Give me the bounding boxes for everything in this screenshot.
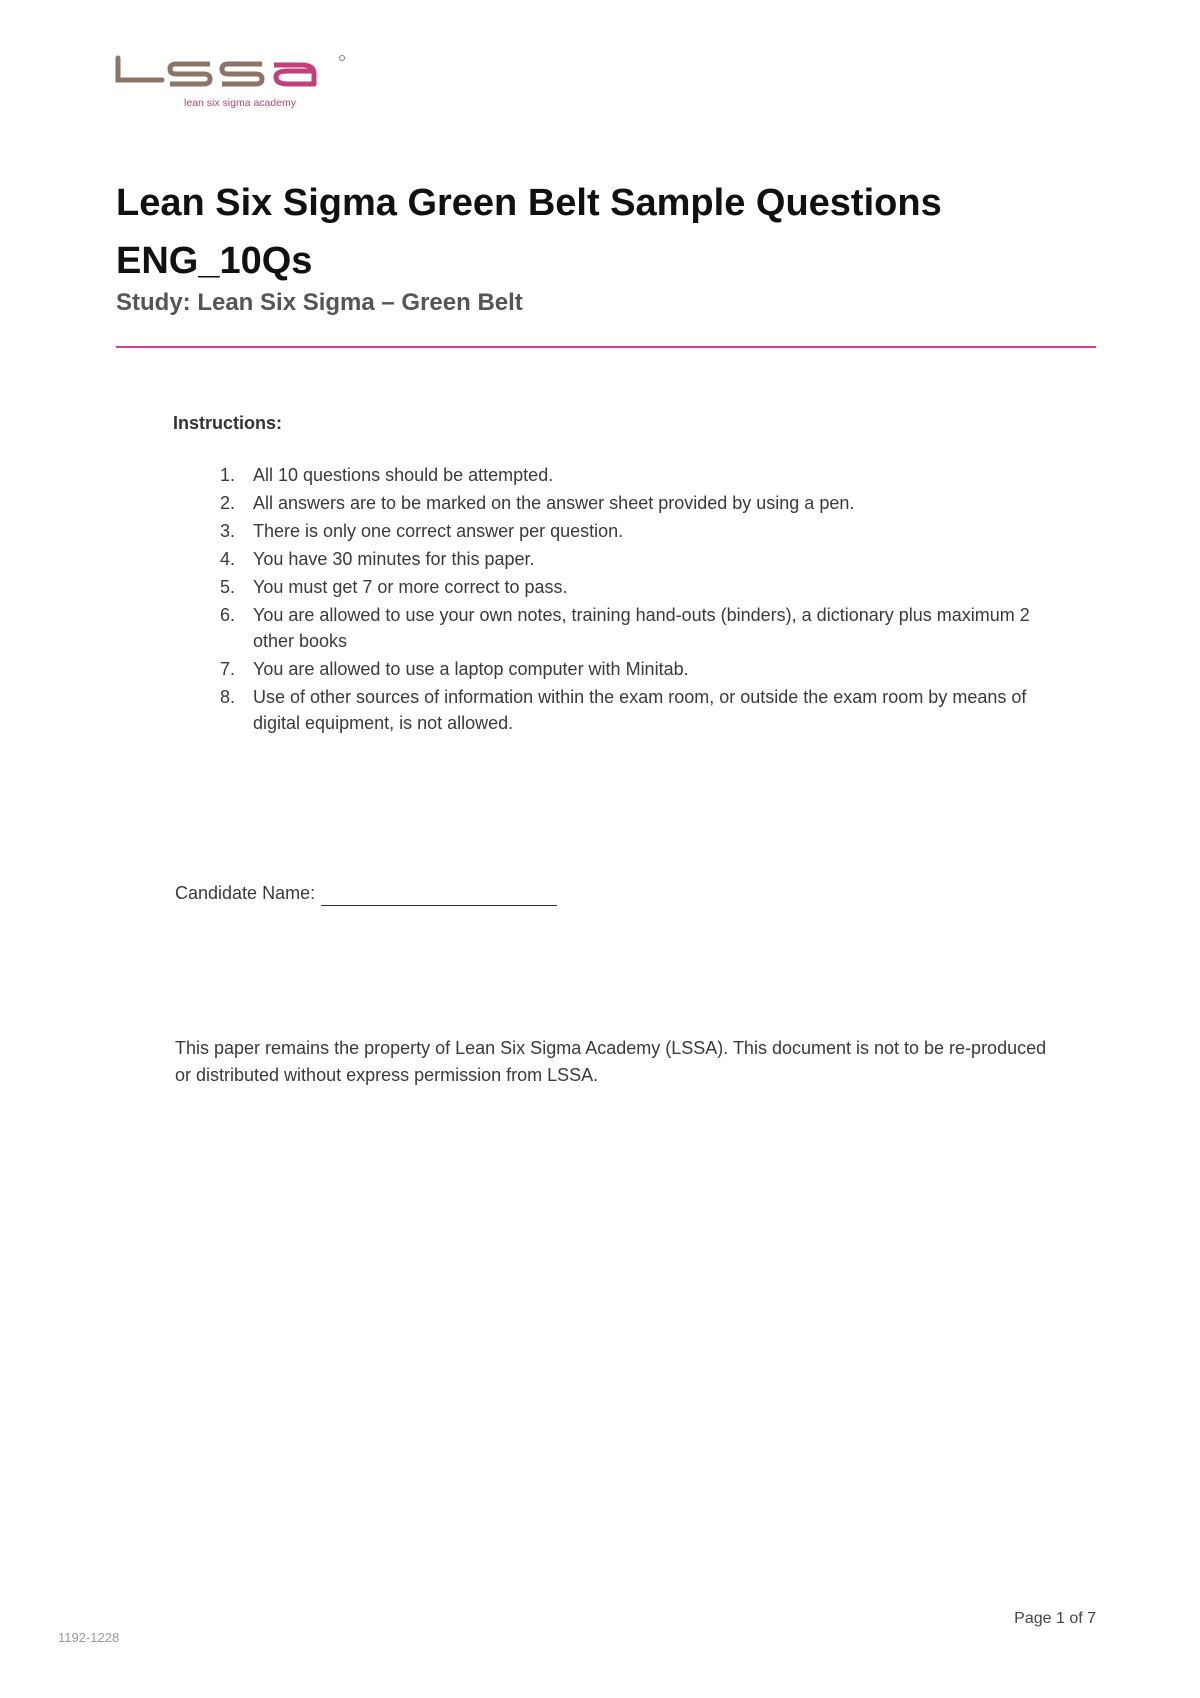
instruction-item — [173, 656, 1053, 682]
instruction-item — [173, 574, 1053, 600]
instruction-text: You are allowed to use your own notes, training hand-outs (binders), a dictionary plus maximum 2 other books — [253, 605, 1030, 651]
instruction-text: You have 30 minutes for this paper. — [253, 549, 535, 569]
instruction-number: 7. — [220, 659, 236, 679]
instruction-number: 2. — [220, 493, 236, 513]
instructions-list — [173, 462, 1053, 738]
instruction-number: 4. — [220, 549, 236, 569]
instruction-text: You are allowed to use a laptop computer with Minitab. — [253, 659, 689, 679]
instruction-number: 1. — [220, 465, 236, 485]
instruction-item — [173, 490, 1053, 516]
instruction-item — [173, 546, 1053, 572]
instruction-text: There is only one correct answer per question. — [253, 521, 624, 541]
page-subtitle: Study: Lean Six Sigma – Green Belt — [116, 289, 523, 316]
candidate-name-blank[interactable] — [321, 885, 557, 906]
instruction-text: You must get 7 or more correct to pass. — [253, 577, 568, 597]
instruction-text: Use of other sources of information within the exam room, or outside the exam room by means of digital equipment, is not allowed. — [253, 687, 1027, 733]
instruction-item — [173, 462, 1053, 488]
instruction-item — [173, 602, 1053, 654]
property-notice: This paper remains the property of Lean Six Sigma Academy (LSSA). This document is not to be re-produced or distributed without express permission from LSSA. — [175, 1038, 1047, 1085]
instruction-number: 8. — [220, 687, 236, 707]
page-number: Page 1 of 7 — [1014, 1610, 1096, 1627]
header-divider — [116, 346, 1096, 348]
instruction-number: 5. — [220, 577, 236, 597]
instruction-item — [173, 684, 1053, 736]
lssa-logo — [114, 52, 354, 112]
lssa-logo-mark — [114, 52, 354, 112]
candidate-name-label: Candidate Name: — [175, 883, 316, 903]
candidate-name-field — [175, 880, 557, 906]
instruction-text: All answers are to be marked on the answer sheet provided by using a pen. — [253, 493, 855, 513]
instructions-heading: Instructions: — [173, 413, 283, 433]
page-title: Lean Six Sigma Green Belt Sample Questions ENG_10Qs — [116, 182, 942, 282]
instruction-item — [173, 518, 1053, 544]
instruction-text: All 10 questions should be attempted. — [253, 465, 554, 485]
instruction-number: 3. — [220, 521, 236, 541]
logo-tagline: lean six sigma academy — [184, 97, 297, 109]
document-code: 1192-1228 — [58, 1630, 120, 1645]
instruction-number: 6. — [220, 605, 236, 625]
